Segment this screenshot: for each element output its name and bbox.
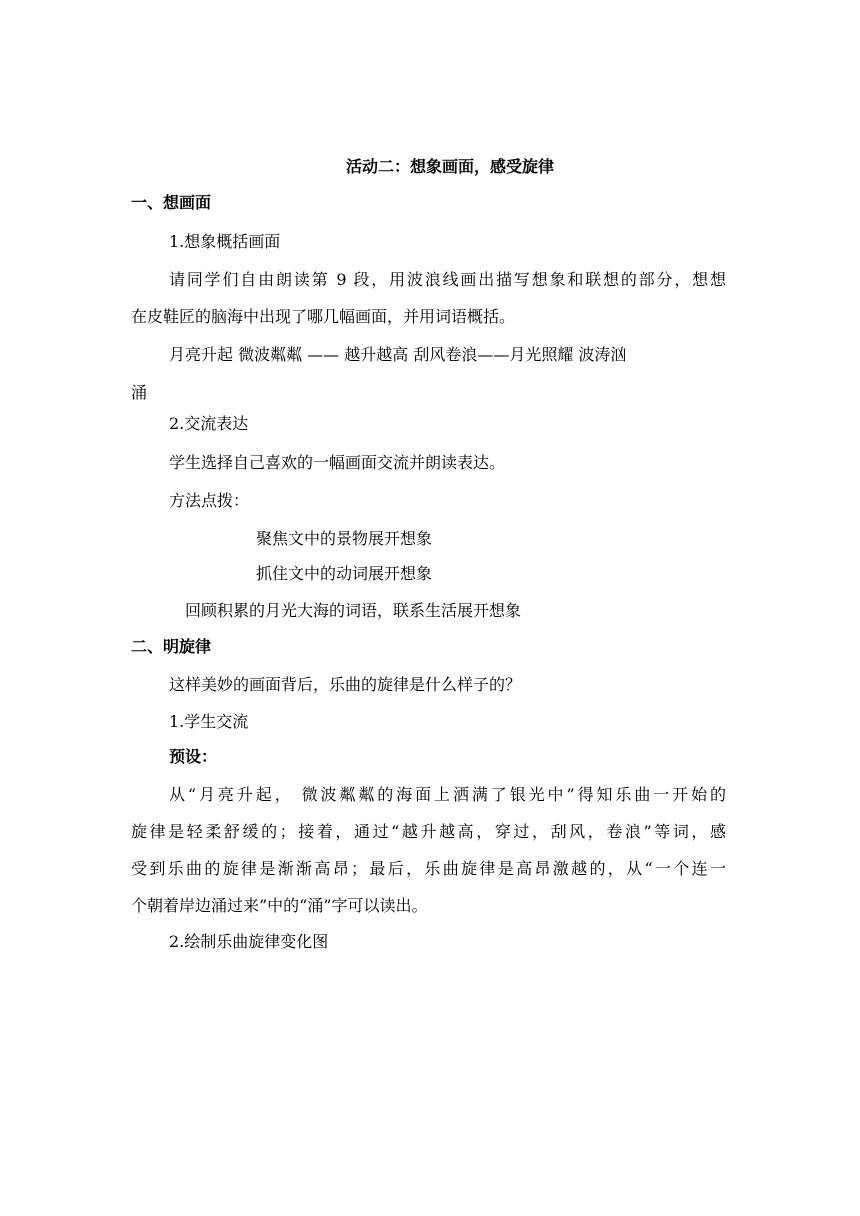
scenes-line-1: 月亮升起 微波粼粼 —— 越升越高 刮风卷浪——月光照耀 波涛汹 (169, 345, 627, 364)
scenes-line-2: 涌 (131, 383, 148, 402)
preset-line-2: 旋律是轻柔舒缓的；接着，通过“越升越高，穿过，刮风，卷浪”等词，感 (131, 822, 726, 841)
subheading-2-2: 2.绘制乐曲旋律变化图 (169, 932, 329, 951)
preset-label: 预设： (169, 747, 218, 766)
page-title: 活动二：想象画面，感受旋律 (345, 157, 554, 176)
preset-line-1: 从“月亮升起， 微波粼粼的海面上洒满了银光中”得知乐曲一开始的 (169, 785, 726, 804)
paragraph-2: 学生选择自己喜欢的一幅画面交流并朗读表达。 (169, 453, 506, 472)
method-item-1: 聚焦文中的景物展开想象 (256, 529, 433, 548)
section-heading-1: 一、想画面 (131, 193, 212, 212)
preset-line-4: 个朝着岸边涌过来”中的“涌”字可以读出。 (131, 896, 428, 915)
section-heading-2: 二、明旋律 (131, 637, 212, 656)
method-item-3: 回顾积累的月光大海的词语，联系生活展开想象 (185, 601, 522, 620)
method-label: 方法点拨： (169, 491, 250, 510)
subheading-1-2: 2.交流表达 (169, 414, 249, 433)
section-2-question: 这样美妙的画面背后，乐曲的旋律是什么样子的？ (169, 675, 522, 694)
method-item-2: 抓住文中的动词展开想象 (256, 564, 433, 583)
subheading-2-1: 1.学生交流 (169, 712, 249, 731)
paragraph-1-line-1: 请同学们自由朗读第 9 段，用波浪线画出描写想象和联想的部分，想想 (169, 270, 726, 289)
subheading-1-1: 1.想象概括画面 (169, 232, 281, 251)
paragraph-1-line-2: 在皮鞋匠的脑海中出现了哪几幅画面，并用词语概括。 (131, 307, 516, 326)
preset-line-3: 受到乐曲的旋律是渐渐高昂；最后，乐曲旋律是高昂激越的，从“一个连一 (131, 859, 726, 878)
